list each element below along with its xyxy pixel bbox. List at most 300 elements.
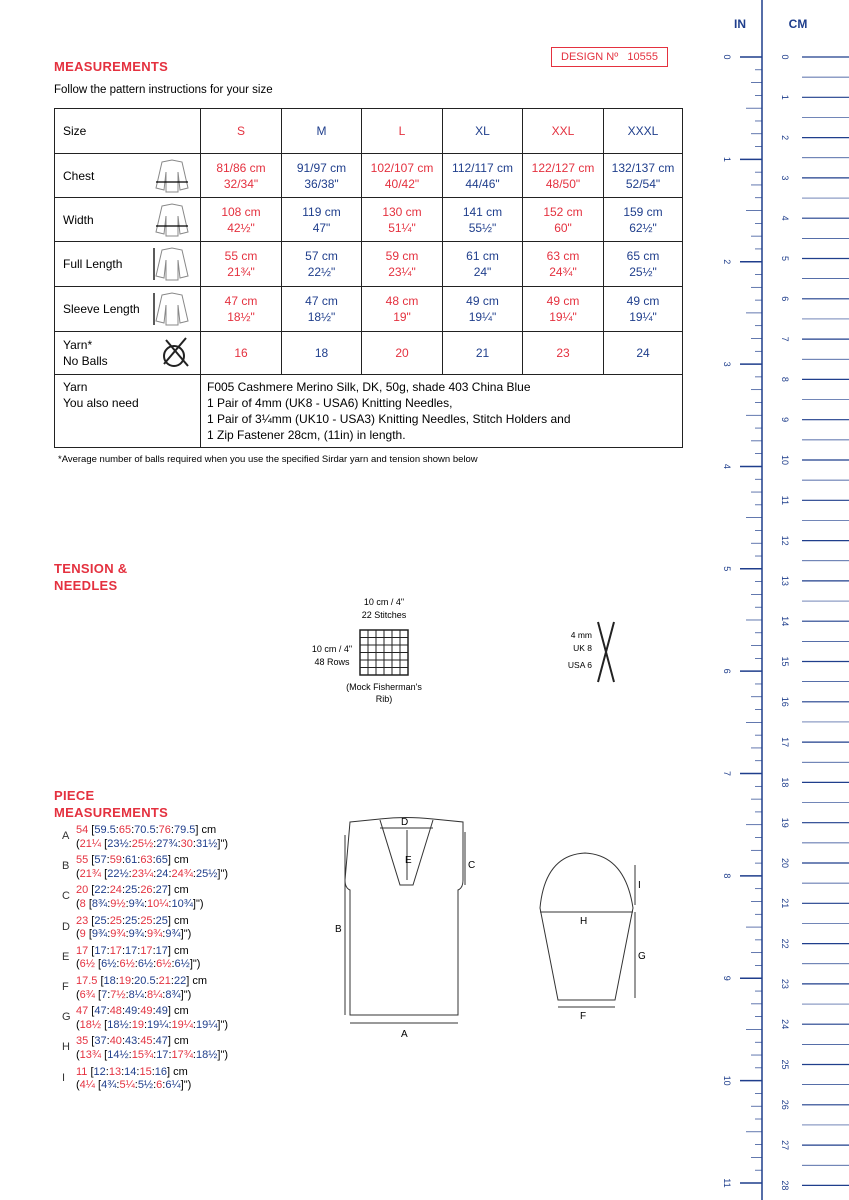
tension-title-2: NEEDLES	[54, 578, 118, 593]
ruler-in-label: IN	[734, 17, 746, 31]
tension-grid	[360, 630, 408, 675]
cm-value: 45	[140, 1035, 153, 1048]
value-cm: 49 cm	[546, 294, 580, 308]
cm-number: 24	[780, 1019, 790, 1030]
cm-number: 13	[780, 575, 790, 586]
cm-value: 20.5	[134, 975, 156, 987]
needle-diagram	[560, 620, 630, 690]
cm-value: 35	[76, 1035, 89, 1048]
requirement-line: 1 Zip Fastener 28cm, (11in) in length.	[207, 428, 406, 442]
cm-value: 48	[109, 1005, 122, 1018]
cm-value: 49	[125, 1005, 138, 1018]
value-cm: 61 cm	[466, 249, 499, 263]
cm-value: 43	[125, 1035, 138, 1048]
cm-number: 21	[780, 898, 790, 909]
row-label: Chest	[63, 168, 95, 183]
in-value: 8¾	[165, 988, 181, 1001]
cm-number: 22	[780, 938, 790, 949]
piece-letter: F	[62, 981, 69, 993]
piece-letter: D	[62, 920, 70, 933]
cm-value: 12	[93, 1065, 106, 1078]
value-cm: 49 cm	[626, 294, 660, 308]
cm-number: 10	[780, 454, 790, 466]
in-value: 25½	[131, 837, 154, 850]
value-in: 60"	[554, 220, 572, 235]
measurement-cell	[523, 287, 604, 332]
cm-line: 23 [25:25:25:25:25] cm	[76, 914, 189, 927]
balls-count: 18	[282, 332, 362, 375]
in-value: 21¾	[79, 867, 102, 880]
balls-count: 24	[604, 332, 683, 375]
in-value: 6½	[101, 958, 117, 971]
inch-number: 0	[722, 54, 732, 60]
in-value: 9¾	[110, 928, 126, 941]
in-value: 24¾	[171, 867, 193, 880]
in-value: 9	[79, 928, 86, 941]
size-table	[54, 108, 683, 448]
cm-value: 17	[94, 944, 107, 957]
cm-value: 17	[140, 944, 153, 957]
cm-unit: cm	[174, 854, 189, 867]
in-value: 6½	[119, 958, 135, 971]
inch-number: 1	[722, 156, 732, 162]
in-line: (18½ [18½:19:19¼:19¼:19¼]")	[76, 1018, 229, 1031]
in-value: 6½	[137, 958, 154, 971]
stitch-name-2: Rib)	[375, 694, 393, 704]
cm-value: 27	[155, 884, 168, 897]
cm-value: 11	[76, 1065, 88, 1078]
in-value: 31½	[195, 837, 218, 850]
in-value: 14½	[107, 1048, 129, 1061]
cm-number: 23	[780, 978, 790, 989]
value-cm: 91/97 cm	[296, 160, 347, 175]
design-number-value: 10555	[627, 51, 658, 63]
label-e: E	[405, 855, 412, 866]
value-cm: 55 cm	[224, 249, 258, 263]
cm-unit: cm	[173, 1065, 188, 1078]
cm-value: 15	[139, 1065, 152, 1078]
measurement-row	[55, 287, 683, 332]
yarn-ball-icon	[158, 336, 194, 370]
cm-value: 17	[109, 944, 122, 957]
value-in: 19¼"	[629, 310, 657, 324]
in-value: 23¼	[131, 867, 154, 880]
cm-value: 17.5	[76, 975, 98, 987]
size-header: S	[201, 109, 282, 154]
tension-stitches: 22 Stitches	[361, 610, 407, 620]
value-in: 22½"	[307, 265, 336, 279]
requirement-line: 1 Pair of 3¼mm (UK10 - USA3) Knitting Needles, Stitch Holders and	[207, 412, 571, 426]
cm-line: 54 [59.5:65:70.5:76:79.5] cm	[76, 824, 217, 836]
cm-line: 20 [22:24:25:26:27] cm	[76, 884, 189, 897]
requirements-row	[55, 375, 683, 448]
value-in: 18½"	[227, 310, 255, 324]
in-value: 23½	[107, 837, 129, 850]
cm-number: 19	[780, 817, 790, 828]
cm-line: 35 [37:40:43:45:47] cm	[76, 1035, 189, 1048]
needle-size: 4 mm	[570, 630, 592, 640]
in-value: 19¼	[171, 1018, 193, 1031]
inch-number: 3	[722, 361, 732, 367]
cm-value: 17	[76, 944, 89, 957]
value-in: 40/42"	[384, 176, 420, 191]
in-value: 9¾	[91, 928, 108, 941]
also-need-label: You also need	[63, 396, 139, 410]
in-value: 9¾	[147, 928, 163, 941]
inch-number: 4	[722, 463, 732, 469]
cm-value: 79.5	[173, 824, 196, 836]
in-value: 19¼	[147, 1018, 169, 1031]
measurements-title: MEASUREMENTS	[54, 59, 169, 74]
measurement-cell	[201, 198, 282, 242]
tension-height: 10 cm / 4"	[311, 644, 353, 654]
cm-value: 59	[109, 854, 122, 867]
balls-count: 16	[201, 332, 282, 375]
in-value: 17	[156, 1048, 169, 1061]
inch-number: 5	[722, 566, 732, 572]
front-piece-diagram	[325, 810, 505, 1040]
in-value: 4¾	[101, 1079, 117, 1092]
piece-letter: H	[62, 1041, 70, 1054]
in-value: 6¾	[79, 988, 95, 1001]
in-value: 8¼	[128, 988, 144, 1001]
in-value: 6½	[156, 958, 172, 971]
measurement-cell	[443, 287, 523, 332]
value-in: 25½"	[629, 265, 657, 279]
cm-value: 18	[103, 975, 116, 987]
in-value: 6½	[79, 958, 95, 971]
cm-value: 49	[155, 1005, 168, 1018]
piece-letter: E	[62, 950, 70, 963]
inch-number: 8	[722, 873, 732, 879]
width-diagram-icon	[152, 202, 192, 238]
value-in: 47"	[312, 220, 331, 235]
measurement-cell	[201, 154, 282, 198]
value-in: 32/34"	[223, 176, 259, 191]
cm-value: 47	[155, 1035, 168, 1048]
value-cm: 49 cm	[466, 294, 499, 308]
label-h: H	[580, 916, 588, 927]
tension-square-diagram	[290, 590, 450, 710]
piece-letter: C	[62, 890, 70, 903]
design-label: DESIGN Nº	[561, 51, 619, 63]
measurement-cell	[443, 198, 523, 242]
measurement-row	[55, 154, 683, 198]
size-header: Size	[55, 109, 201, 154]
value-in: 52/54"	[625, 176, 661, 191]
cm-unit: cm	[174, 1005, 189, 1018]
cm-value: 23	[76, 914, 89, 927]
measurement-cell	[362, 242, 443, 287]
cm-value: 57	[94, 854, 107, 867]
in-value: 7	[101, 988, 108, 1001]
cm-value: 25	[125, 914, 138, 927]
measurement-cell	[523, 242, 604, 287]
design-number	[551, 47, 668, 67]
label-a: A	[401, 1029, 408, 1040]
cm-number: 18	[780, 777, 790, 788]
piece-letter: A	[62, 830, 70, 842]
measurement-cell	[443, 242, 523, 287]
in-value: 6½	[174, 958, 190, 971]
value-cm: 159 cm	[623, 204, 663, 219]
value-cm: 132/137 cm	[611, 160, 675, 175]
in-line: (13¾ [14½:15¾:17:17¾:18½]")	[76, 1048, 229, 1061]
cm-number: 17	[780, 737, 790, 748]
requirement-line: 1 Pair of 4mm (UK8 - USA6) Knitting Needles,	[207, 396, 453, 410]
yarn-balls-row	[55, 332, 683, 375]
in-value: 27¾	[156, 837, 178, 850]
balls-count: 23	[523, 332, 604, 375]
label-d: D	[401, 817, 409, 828]
cm-number: 9	[780, 417, 790, 423]
value-in: 51¼"	[388, 220, 416, 235]
balls-count: 20	[362, 332, 443, 375]
requirement-line: F005 Cashmere Merino Silk, DK, 50g, shade 403 China Blue	[207, 380, 531, 394]
cm-value: 40	[109, 1035, 122, 1048]
in-value: 9¾	[165, 928, 181, 941]
cm-number: 11	[780, 495, 790, 505]
cm-number: 27	[780, 1140, 790, 1151]
in-value: 19¼	[195, 1018, 218, 1031]
value-in: 19"	[393, 310, 411, 324]
cm-value: 16	[154, 1065, 168, 1078]
tension-width: 10 cm / 4"	[363, 597, 405, 607]
value-cm: 47 cm	[305, 294, 338, 308]
value-cm: 130 cm	[382, 204, 422, 219]
cm-unit: cm	[201, 824, 217, 836]
row-label: Sleeve Length	[63, 302, 140, 316]
value-cm: 59 cm	[385, 249, 419, 263]
in-value: 17¾	[171, 1048, 193, 1061]
value-cm: 63 cm	[546, 249, 580, 263]
in-value: 5½	[137, 1079, 154, 1092]
in-value: 24	[156, 867, 169, 880]
cm-value: 20	[76, 884, 89, 897]
cm-number: 2	[780, 135, 790, 141]
in-value: 30	[180, 837, 193, 850]
cm-number: 7	[780, 336, 790, 342]
cm-value: 47	[94, 1005, 107, 1018]
in-value: 18½	[79, 1018, 102, 1031]
size-header: XXXL	[604, 109, 683, 154]
cm-unit: cm	[174, 1035, 189, 1048]
measurement-cell	[604, 154, 683, 198]
in-value: 25½	[195, 867, 218, 880]
value-in: 23¼"	[388, 265, 416, 279]
cm-unit: cm	[174, 884, 189, 897]
tension-rows: 48 Rows	[314, 657, 350, 667]
chest-diagram-icon	[152, 158, 192, 194]
cm-value: 17	[125, 944, 138, 957]
measurement-cell	[201, 287, 282, 332]
cm-value: 49	[140, 1005, 153, 1018]
cm-unit: cm	[174, 914, 189, 927]
cm-value: 25	[155, 914, 168, 927]
piece-title-2: MEASUREMENTS	[54, 805, 169, 820]
row-label: Width	[63, 212, 94, 227]
measurement-cell	[604, 287, 683, 332]
in-value: 9¾	[128, 928, 144, 941]
in-value: 9½	[110, 897, 126, 910]
value-cm: 112/117 cm	[452, 160, 513, 175]
piece-letter: B	[62, 860, 70, 873]
value-in: 19¼"	[468, 310, 497, 324]
cm-value: 55	[76, 854, 89, 867]
piece-measurements-title	[54, 787, 168, 821]
inch-number: 10	[722, 1075, 732, 1086]
measurement-cell	[201, 242, 282, 287]
value-in: 42½"	[227, 220, 255, 235]
value-cm: 81/86 cm	[216, 160, 266, 175]
value-cm: 57 cm	[305, 249, 338, 263]
inch-number: 11	[722, 1178, 732, 1188]
cm-number: 4	[780, 215, 790, 221]
no-balls-label: No Balls	[63, 354, 108, 368]
size-header: XXL	[523, 109, 604, 154]
cm-number: 25	[780, 1059, 790, 1070]
cm-number: 20	[780, 857, 790, 869]
cm-value: 26	[140, 884, 153, 897]
cm-value: 19	[118, 975, 132, 987]
label-i: I	[638, 880, 641, 891]
row-label: Full Length	[63, 257, 123, 271]
sleeve-diagram-icon	[152, 291, 192, 327]
knitting-needles-icon	[598, 622, 614, 682]
measurement-cell	[362, 154, 443, 198]
cm-value: 63	[140, 854, 153, 867]
measurement-cell	[282, 154, 362, 198]
measurement-row	[55, 198, 683, 242]
cm-number: 16	[780, 696, 790, 707]
ruler-cm-label: CM	[788, 17, 808, 31]
footnote: *Average number of balls required when you use the specified Sirdar yarn and tension shown below	[58, 454, 478, 465]
cm-line: 17.5 [18:19:20.5:21:22] cm	[76, 975, 208, 987]
inch-number: 7	[722, 771, 732, 777]
measurement-cell	[604, 198, 683, 242]
value-cm: 122/127 cm	[531, 160, 595, 175]
in-value: 8¾	[91, 897, 108, 910]
measurement-cell	[523, 154, 604, 198]
in-value: 8¼	[147, 988, 163, 1001]
cm-line: 55 [57:59:61:63:65] cm	[76, 854, 189, 867]
cm-value: 22	[94, 884, 107, 897]
tension-title-1: TENSION &	[54, 561, 128, 576]
cm-number: 26	[780, 1099, 790, 1110]
label-c: C	[468, 860, 476, 871]
in-value: 10¼	[147, 897, 169, 910]
in-value: 10¾	[171, 897, 193, 910]
piece-letter: G	[62, 1011, 71, 1024]
cm-value: 61	[125, 854, 138, 867]
value-in: 19¼"	[549, 310, 577, 324]
value-in: 44/46"	[465, 176, 500, 191]
in-value: 19	[131, 1018, 144, 1031]
piece-title-1: PIECE	[54, 788, 95, 803]
cm-number: 14	[780, 616, 790, 627]
in-line: (6¾ [7:7½:8¼:8¼:8¾]")	[76, 988, 192, 1001]
in-value: 7½	[110, 988, 126, 1001]
value-in: 48/50"	[545, 176, 581, 191]
size-header-row	[55, 109, 683, 154]
cm-number: 15	[780, 656, 790, 667]
measurement-cell	[282, 287, 362, 332]
value-in: 18½"	[307, 310, 336, 324]
cm-value: 25	[109, 914, 122, 927]
value-in: 62½"	[629, 220, 657, 235]
label-f: F	[580, 1011, 587, 1020]
cm-value: 13	[108, 1065, 122, 1078]
cm-number: 3	[780, 175, 790, 181]
in-value: 21¼	[79, 837, 102, 850]
in-line: (4¼ [4¾:5¼:5½:6:6¼]")	[76, 1079, 192, 1092]
tension-title	[54, 560, 127, 594]
in-value: 9¾	[128, 897, 144, 910]
value-cm: 48 cm	[385, 294, 419, 308]
in-line: (9 [9¾:9¾:9¾:9¾:9¾]")	[76, 928, 192, 941]
cm-value: 24	[109, 884, 122, 897]
cm-value: 59.5	[94, 824, 116, 836]
cm-value: 25	[140, 914, 153, 927]
cm-number: 28	[780, 1180, 790, 1191]
cm-value: 47	[76, 1005, 89, 1018]
label-g: G	[638, 951, 646, 962]
cm-number: 8	[780, 376, 790, 382]
cm-number: 0	[780, 54, 790, 60]
cm-line: 47 [47:48:49:49:49] cm	[76, 1005, 189, 1018]
intro-text: Follow the pattern instructions for your size	[54, 84, 273, 96]
cm-value: 65	[118, 824, 132, 836]
in-value: 6¼	[165, 1079, 181, 1092]
measurement-row	[55, 242, 683, 287]
value-cm: 102/107 cm	[370, 160, 434, 175]
cm-value: 17	[155, 944, 168, 957]
measurement-cell	[443, 154, 523, 198]
value-cm: 152 cm	[543, 204, 583, 219]
cm-line: 17 [17:17:17:17:17] cm	[76, 944, 189, 957]
in-line: (8 [8¾:9½:9¾:10¼:10¾]")	[76, 897, 204, 910]
balls-count: 21	[443, 332, 523, 375]
value-cm: 108 cm	[221, 204, 261, 219]
yarn-label: Yarn*	[63, 338, 93, 352]
cm-value: 37	[94, 1035, 107, 1048]
label-b: B	[335, 924, 342, 935]
inch-number: 9	[722, 975, 732, 981]
in-value: 8	[79, 897, 86, 910]
cm-number: 12	[780, 535, 790, 546]
cm-unit: cm	[192, 975, 208, 987]
inch-number: 6	[722, 668, 732, 674]
in-value: 18½	[195, 1048, 218, 1061]
cm-value: 22	[173, 975, 187, 987]
size-header: L	[362, 109, 443, 154]
cm-value: 70.5	[134, 824, 156, 836]
cm-number: 5	[780, 255, 790, 262]
value-in: 21¾"	[227, 265, 255, 279]
in-value: 5¼	[119, 1079, 135, 1092]
needle-usa: USA 6	[567, 660, 592, 670]
in-value: 22½	[107, 867, 129, 880]
needle-uk: UK 8	[573, 643, 592, 653]
cm-value: 25	[94, 914, 107, 927]
value-cm: 65 cm	[626, 249, 660, 263]
cm-unit: cm	[174, 944, 189, 957]
length-diagram-icon	[152, 246, 192, 282]
cm-value: 65	[155, 854, 168, 867]
in-line: (21¼ [23½:25½:27¾:30:31½]")	[76, 837, 229, 850]
measuring-ruler	[700, 0, 849, 1200]
in-value: 15¾	[131, 1048, 154, 1061]
